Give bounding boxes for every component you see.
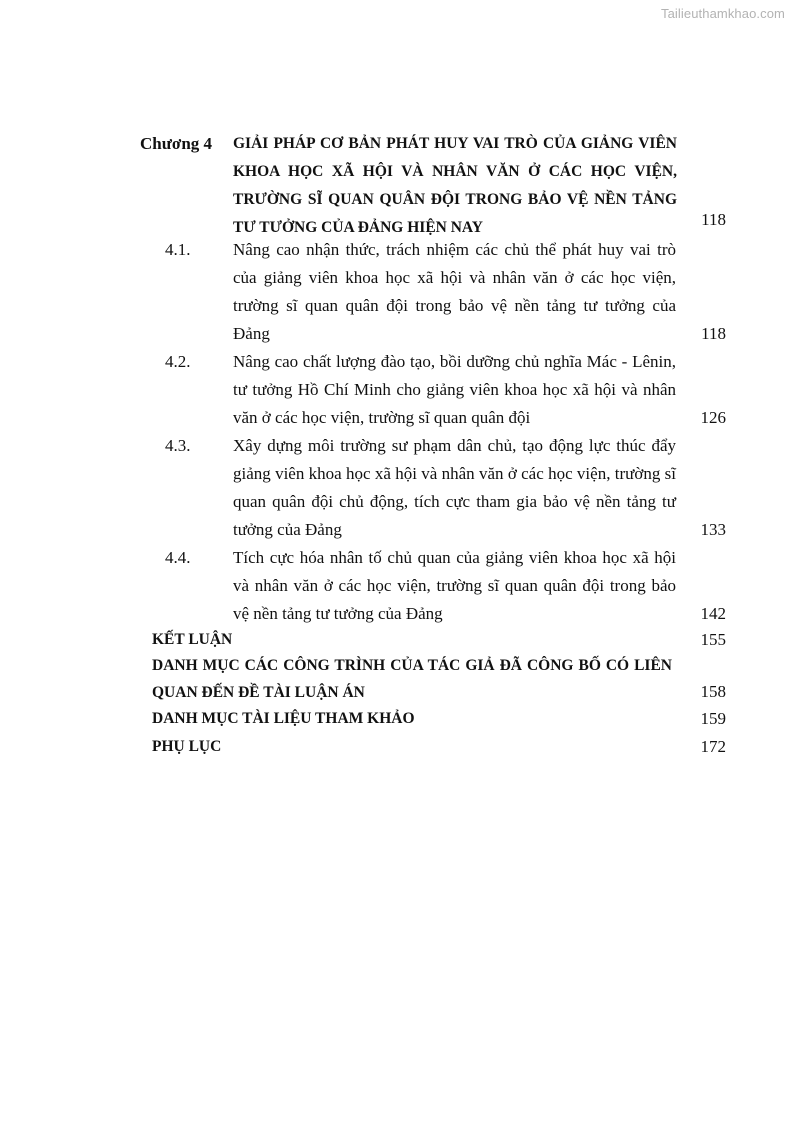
entry-page-number: 159 <box>700 709 726 728</box>
section-title: Xây dựng môi trường sư phạm dân chủ, tạo động lực thúc đẩy giảng viên khoa học xã hội và nhân văn ở các học viện, trường sĩ quan quân đội chủ động, tích cực tham gia bảo vệ nền tảng tư tưởng của Đảng <box>233 436 676 539</box>
section-number: 4.3. <box>165 436 191 455</box>
section-number: 4.2. <box>165 352 191 371</box>
watermark: Tailieuthamkhao.com <box>660 6 785 21</box>
entry-title: DANH MỤC CÁC CÔNG TRÌNH CỦA TÁC GIẢ ĐÃ CÔNG BỐ CÓ LIÊN QUAN ĐẾN ĐỀ TÀI LUẬN ÁN <box>152 657 672 701</box>
chapter-page-number: 118 <box>701 210 726 229</box>
section-number: 4.1. <box>165 240 191 259</box>
section-title: Tích cực hóa nhân tố chủ quan của giảng viên khoa học xã hội và nhân văn ở các học viện, trường sĩ quan quân đội trong bảo vệ nền tảng tư tưởng của Đảng <box>233 548 676 623</box>
entry-title: PHỤ LỤC <box>152 738 222 755</box>
section-title: Nâng cao chất lượng đào tạo, bồi dưỡng chủ nghĩa Mác - Lênin, tư tưởng Hồ Chí Minh cho giảng viên khoa học xã hội và nhân văn ở các học viện, trường sĩ quan quân đội <box>233 352 676 427</box>
chapter-title: GIẢI PHÁP CƠ BẢN PHÁT HUY VAI TRÒ CỦA GIẢNG VIÊN KHOA HỌC XÃ HỘI VÀ NHÂN VĂN Ở CÁC HỌC VIỆN, TRƯỜNG SĨ QUAN QUÂN ĐỘI TRONG BẢO VỆ NỀN TẢNG TƯ TƯỞNG CỦA ĐẢNG HIỆN NAY <box>233 135 677 236</box>
entry-page-number: 155 <box>700 630 726 649</box>
section-title: Nâng cao nhận thức, trách nhiệm các chủ thể phát huy vai trò của giảng viên khoa học xã hội và nhân văn ở các học viện, trường sĩ quan quân đội trong bảo vệ nền tảng tư tưởng của Đảng <box>233 240 676 343</box>
section-page-number: 118 <box>701 324 726 343</box>
section-number: 4.4. <box>165 548 191 567</box>
section-page-number: 142 <box>700 604 726 623</box>
entry-title: DANH MỤC TÀI LIỆU THAM KHẢO <box>152 710 415 727</box>
entry-title: KẾT LUẬN <box>152 631 233 648</box>
section-page-number: 126 <box>700 408 726 427</box>
section-page-number: 133 <box>700 520 726 539</box>
chapter-label: Chương 4 <box>140 134 213 153</box>
entry-page-number: 158 <box>700 682 726 701</box>
entry-page-number: 172 <box>700 737 726 756</box>
